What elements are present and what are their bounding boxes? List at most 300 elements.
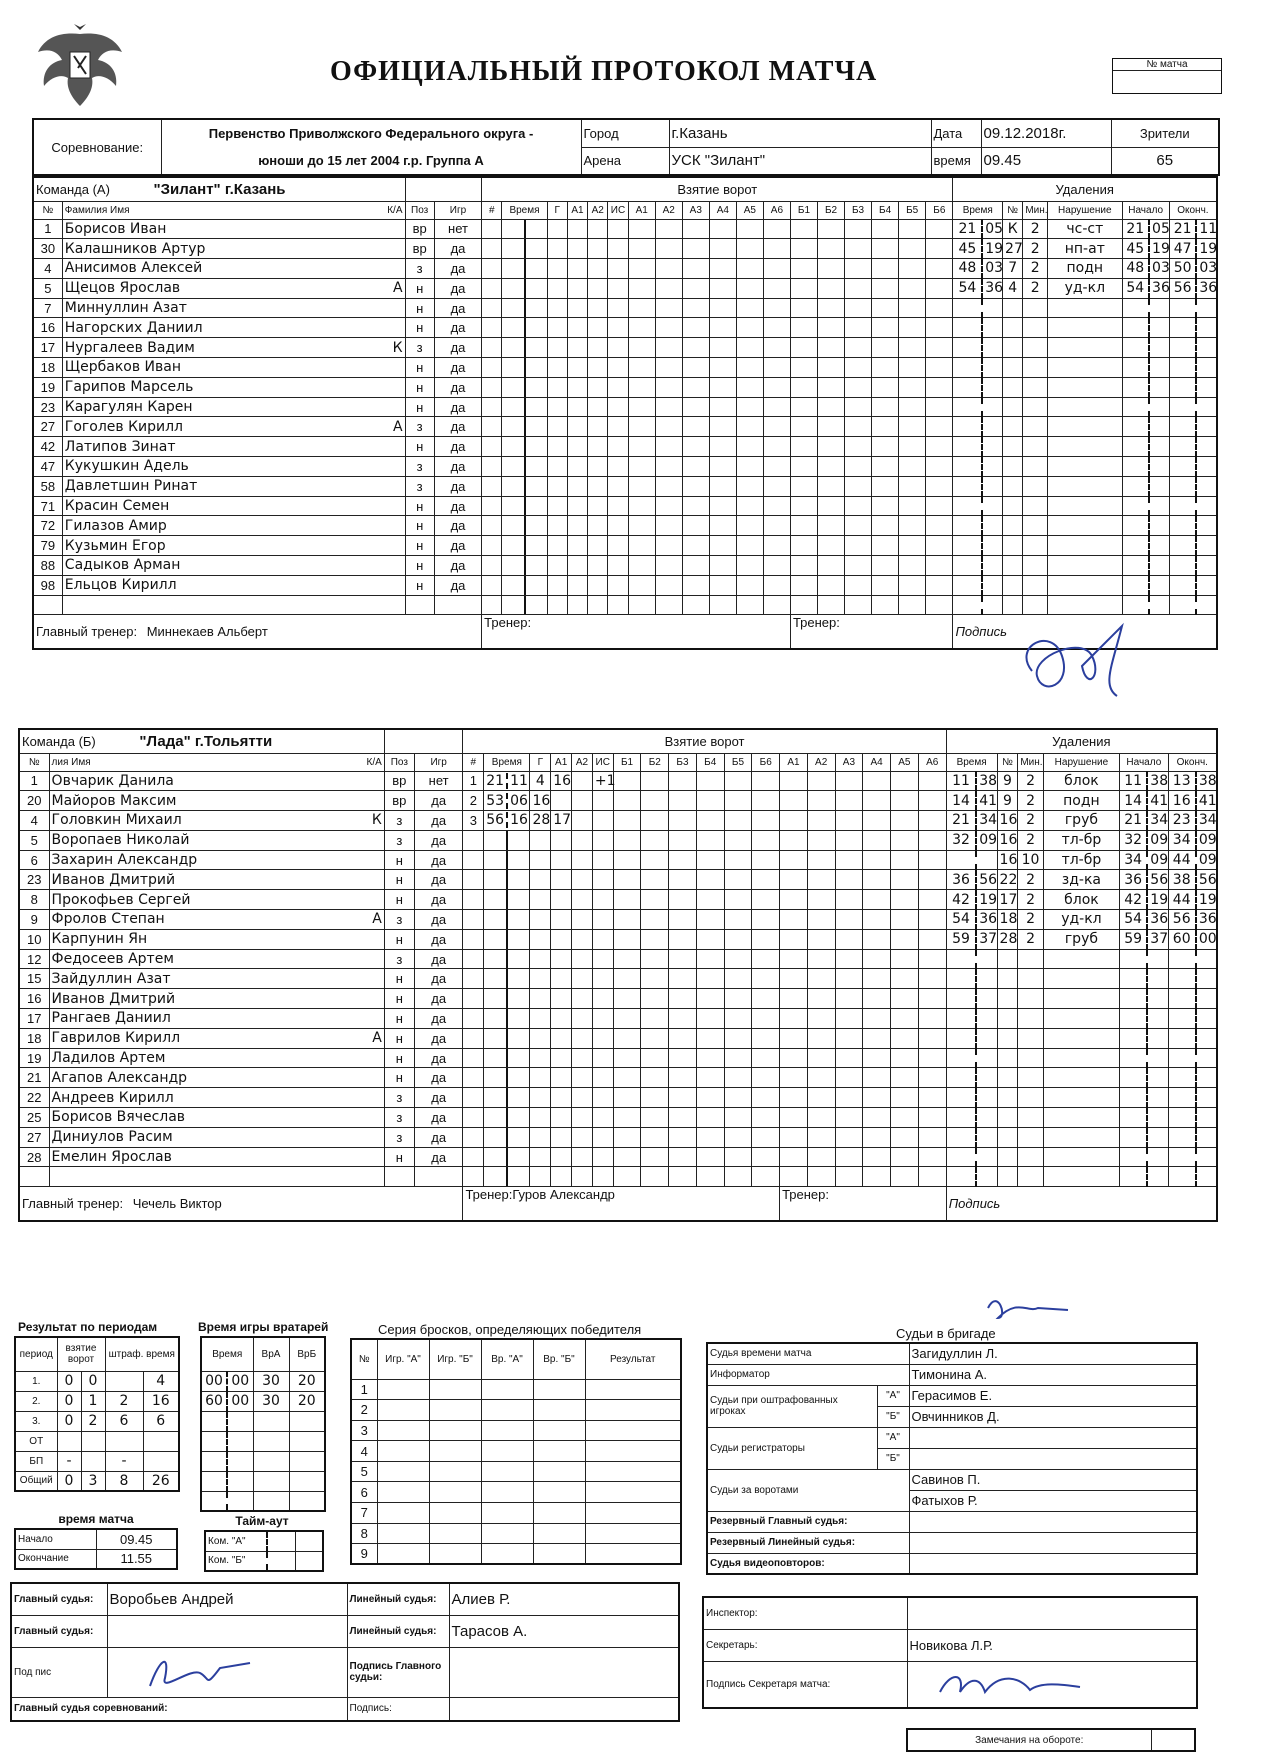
table-row xyxy=(351,1420,681,1441)
head-coach: Главный тренер: Чечель Виктор xyxy=(19,1187,463,1221)
player-played: да xyxy=(434,556,481,576)
player-played: да xyxy=(434,437,481,457)
pen-time-sec: 03 xyxy=(982,259,1002,279)
table-row xyxy=(33,338,1217,358)
col-goalie-time: Время xyxy=(201,1337,253,1371)
player-position: н xyxy=(384,1068,414,1088)
goal-strength xyxy=(592,791,613,811)
pen-minutes: 2 xyxy=(1018,791,1043,811)
pen-start-sec: 09 xyxy=(1147,830,1168,850)
goalie-a: 30 xyxy=(253,1371,289,1391)
table-row xyxy=(19,1068,1217,1088)
remarks-label: Замечания на обороте: xyxy=(907,1729,1151,1751)
table-row xyxy=(19,850,1217,870)
pen-start-sec: 41 xyxy=(1147,791,1168,811)
player-played: да xyxy=(434,278,481,298)
pen-start-sec: 36 xyxy=(1149,278,1169,298)
penalty-side-b: "Б" xyxy=(877,1406,909,1427)
player-position: н xyxy=(405,536,434,556)
pen-start-min: 54 xyxy=(1122,278,1149,298)
pen-end-min: 23 xyxy=(1168,811,1196,831)
table-row xyxy=(19,1028,1217,1048)
player-played: да xyxy=(434,338,481,358)
table-row xyxy=(15,1451,179,1471)
player-played: да xyxy=(414,969,463,989)
pen-end-min: 60 xyxy=(1168,929,1196,949)
player-position: з xyxy=(405,417,434,437)
pen-infraction: тл-бр xyxy=(1043,830,1119,850)
pen-start-sec: 34 xyxy=(1147,811,1168,831)
pen-end-min: 21 xyxy=(1169,219,1196,239)
pen-minutes: 10 xyxy=(1018,850,1043,870)
pen-minutes: 2 xyxy=(1023,259,1048,279)
team-a-section xyxy=(32,176,1218,716)
player-number: 16 xyxy=(33,318,62,338)
col-line-player: Б1 xyxy=(790,201,817,219)
player-played: да xyxy=(414,989,463,1009)
pen-player: 28 xyxy=(997,929,1018,949)
player-position: з xyxy=(384,1108,414,1128)
col-line-player: Б3 xyxy=(845,201,872,219)
player-name: Борисов Вячеслав xyxy=(49,1108,384,1128)
player-number: 47 xyxy=(33,457,62,477)
pen-end-min: 16 xyxy=(1168,791,1196,811)
player-played: да xyxy=(414,1147,463,1167)
shootout-col: Игр. "Б" xyxy=(429,1339,481,1379)
col-line-player: Б5 xyxy=(899,201,926,219)
player-played: да xyxy=(434,536,481,556)
col-a1: А1 xyxy=(567,201,587,219)
pen-end-sec: 36 xyxy=(1196,910,1217,930)
player-position: вр xyxy=(405,219,434,239)
player-position: н xyxy=(405,397,434,417)
pen-end-sec: 11 xyxy=(1196,219,1217,239)
pen-player: 4 xyxy=(1003,278,1023,298)
table-row xyxy=(33,516,1217,536)
pen-end-sec: 38 xyxy=(1196,771,1217,791)
col-pen-no: № xyxy=(997,753,1018,771)
period-pen-b xyxy=(143,1451,179,1471)
video-judge-label: Судья видеоповторов: xyxy=(707,1553,909,1574)
player-number: 17 xyxy=(19,1009,49,1029)
table-row xyxy=(351,1523,681,1544)
player-name: Борисов Иван xyxy=(62,219,405,239)
col-pen-time: Время xyxy=(953,201,1003,219)
player-name: Латипов Зинат xyxy=(62,437,405,457)
pen-minutes: 2 xyxy=(1023,239,1048,259)
pen-infraction: нп-ат xyxy=(1048,239,1122,259)
player-played: да xyxy=(414,890,463,910)
match-start-value: 09.45 xyxy=(96,1529,177,1549)
match-start-label: Начало xyxy=(15,1529,96,1549)
pen-infraction: чс-ст xyxy=(1048,219,1122,239)
arena-label: Арена xyxy=(581,147,669,175)
goalie-a: 30 xyxy=(253,1391,289,1411)
shootout-col: Результат xyxy=(585,1339,681,1379)
col-pen-min: Мин. xyxy=(1023,201,1048,219)
competition-label: Соревнование: xyxy=(33,119,161,175)
team-b-section xyxy=(18,728,1218,1328)
pen-infraction: блок xyxy=(1043,890,1119,910)
goalie-sec: 00 xyxy=(227,1371,253,1391)
player-number: 5 xyxy=(19,830,49,850)
table-row xyxy=(19,1147,1217,1167)
player-number: 27 xyxy=(19,1127,49,1147)
table-row xyxy=(351,1441,681,1462)
table-row xyxy=(351,1379,681,1400)
pen-start-min: 21 xyxy=(1120,811,1148,831)
goalie-sec: 00 xyxy=(227,1391,253,1411)
pen-time-min: 36 xyxy=(946,870,976,890)
pen-time-min: 54 xyxy=(953,278,982,298)
city-label: Город xyxy=(581,119,669,147)
period-pen-a: 6 xyxy=(105,1411,143,1431)
pen-infraction: груб xyxy=(1043,811,1119,831)
player-position: н xyxy=(384,929,414,949)
registrars-label: Судьи регистраторы xyxy=(707,1427,877,1469)
table-row xyxy=(351,1482,681,1503)
player-number: 27 xyxy=(33,417,62,437)
player-played: да xyxy=(414,929,463,949)
player-played: нет xyxy=(414,771,463,791)
team-signature-label: Подпись xyxy=(946,1187,1217,1221)
player-name: Кукушкин Адель xyxy=(62,457,405,477)
period-name: 3. xyxy=(15,1411,57,1431)
pen-end-min: 13 xyxy=(1168,771,1196,791)
player-position: вр xyxy=(405,239,434,259)
timeout-b-label: Ком. "Б" xyxy=(205,1551,267,1571)
col-pen-time: Время xyxy=(946,753,997,771)
table-row xyxy=(351,1544,681,1565)
pen-start-sec: 19 xyxy=(1147,890,1168,910)
date-label: Дата xyxy=(931,119,981,147)
pen-infraction: блок xyxy=(1043,771,1119,791)
col-line-player: А4 xyxy=(709,201,736,219)
goal-number: 2 xyxy=(463,791,484,811)
player-name: Зайдуллин Азат xyxy=(49,969,384,989)
pen-time-min: 48 xyxy=(953,259,982,279)
player-name: Агапов Александр xyxy=(49,1068,384,1088)
goal-assist1: 16 xyxy=(551,771,572,791)
pen-end-min: 38 xyxy=(1168,870,1196,890)
col-period: период xyxy=(15,1337,57,1371)
table-row xyxy=(19,830,1217,850)
competition-line2: юноши до 15 лет 2004 г.р. Группа А xyxy=(161,147,581,175)
table-row xyxy=(19,870,1217,890)
table-row xyxy=(33,298,1217,318)
col-goal: Г xyxy=(530,753,551,771)
city-value: г.Казань xyxy=(669,119,931,147)
col-pen-start: Начало xyxy=(1120,753,1169,771)
player-played: да xyxy=(434,358,481,378)
player-name: Щецов Ярослав А xyxy=(62,278,405,298)
pen-time-sec: 19 xyxy=(976,890,997,910)
pen-infraction: зд-ка xyxy=(1043,870,1119,890)
pen-start-min: 14 xyxy=(1120,791,1148,811)
table-row xyxy=(15,1371,179,1391)
player-number: 23 xyxy=(33,397,62,417)
pen-end-min: 44 xyxy=(1168,850,1196,870)
col-pos: Поз xyxy=(405,201,434,219)
pen-time-min: 45 xyxy=(953,239,982,259)
player-played: да xyxy=(414,1108,463,1128)
timeout-a-label: Ком. "А" xyxy=(205,1531,267,1551)
pen-start-min: 48 xyxy=(1122,259,1149,279)
player-number: 1 xyxy=(33,219,62,239)
table-row xyxy=(15,1391,179,1411)
player-name: Ельцов Кирилл xyxy=(62,575,405,595)
sign-main-label: Подпись Главного судьи: xyxy=(347,1647,449,1697)
table-row xyxy=(33,457,1217,477)
pen-start-min: 59 xyxy=(1120,929,1148,949)
table-row xyxy=(33,595,1217,615)
pen-end-min: 56 xyxy=(1169,278,1196,298)
table-row xyxy=(19,811,1217,831)
penalties-title: Удаления xyxy=(953,177,1217,201)
player-played: да xyxy=(414,850,463,870)
pen-start-sec: 38 xyxy=(1147,771,1168,791)
player-number: 71 xyxy=(33,496,62,516)
player-number: 1 xyxy=(19,771,49,791)
period-pen-a: 8 xyxy=(105,1471,143,1491)
col-goal: Г xyxy=(547,201,567,219)
period-pen-a xyxy=(105,1371,143,1391)
col-line-player: Б4 xyxy=(872,201,899,219)
period-pen-b: 16 xyxy=(143,1391,179,1411)
pen-time-min: 54 xyxy=(946,910,976,930)
player-name: Гилазов Амир xyxy=(62,516,405,536)
col-name: лия Имя К/А xyxy=(49,753,384,771)
player-played: да xyxy=(434,417,481,437)
col-line-player: А5 xyxy=(736,201,763,219)
player-position: з xyxy=(384,910,414,930)
informer-label: Информатор xyxy=(707,1364,909,1385)
secretary-label: Секретарь: xyxy=(703,1629,907,1661)
player-position: з xyxy=(384,1088,414,1108)
col-pen-no: № xyxy=(1003,201,1023,219)
table-row xyxy=(19,1088,1217,1108)
pen-end-min: 44 xyxy=(1168,890,1196,910)
pen-end-sec: 41 xyxy=(1196,791,1217,811)
player-played: да xyxy=(434,457,481,477)
player-played: да xyxy=(414,910,463,930)
pen-start-min: 45 xyxy=(1122,239,1149,259)
penalty-side-a: "А" xyxy=(877,1385,909,1406)
goal-number: 1 xyxy=(463,771,484,791)
table-row xyxy=(33,397,1217,417)
player-played: да xyxy=(414,949,463,969)
goal-assist2 xyxy=(572,811,593,831)
player-number: 98 xyxy=(33,575,62,595)
player-position: н xyxy=(384,969,414,989)
col-no: № xyxy=(19,753,49,771)
goal-scorer: 16 xyxy=(530,791,551,811)
goals-title: Взятие ворот xyxy=(482,177,953,201)
timekeeper-label: Судья времени матча xyxy=(707,1343,909,1364)
goalie-min: 00 xyxy=(201,1371,227,1391)
pen-end-sec: 19 xyxy=(1196,239,1217,259)
shootout-row-no: 5 xyxy=(351,1461,377,1482)
col-pen-infr: Нарушение xyxy=(1048,201,1122,219)
col-goal-time: Время xyxy=(502,201,547,219)
col-goal-no: # xyxy=(463,753,484,771)
shootout-col: Вр. "Б" xyxy=(533,1339,585,1379)
period-goals-a: 0 xyxy=(57,1391,81,1411)
player-name: Иванов Дмитрий xyxy=(49,989,384,1009)
player-name: Давлетшин Ринат xyxy=(62,476,405,496)
pen-minutes: 2 xyxy=(1018,771,1043,791)
period-name: БП xyxy=(15,1451,57,1471)
player-number: 19 xyxy=(19,1048,49,1068)
player-name: Рангаев Даниил xyxy=(49,1009,384,1029)
pen-start-min: 32 xyxy=(1120,830,1148,850)
pen-end-min: 56 xyxy=(1168,910,1196,930)
pen-minutes: 2 xyxy=(1023,278,1048,298)
col-name: Фамилия Имя К/А xyxy=(62,201,405,219)
player-position: н xyxy=(405,496,434,516)
coach-1: Тренер:Гуров Александр xyxy=(463,1187,780,1221)
table-row xyxy=(33,417,1217,437)
player-name: Федосеев Артем xyxy=(49,949,384,969)
player-played: да xyxy=(434,259,481,279)
goal-assist1: 17 xyxy=(551,811,572,831)
pen-time-sec: 19 xyxy=(982,239,1002,259)
goal-scorer: 28 xyxy=(530,811,551,831)
line-ref-label-2: Линейный судья: xyxy=(347,1615,449,1647)
pen-player: 27 xyxy=(1003,239,1023,259)
col-pen-min: Мин. xyxy=(1018,753,1043,771)
player-name: Калашников Артур xyxy=(62,239,405,259)
goal-time: 53 06 xyxy=(484,791,530,811)
col-line-player: А3 xyxy=(682,201,709,219)
pen-end-sec: 09 xyxy=(1196,850,1217,870)
pen-start-min: 34 xyxy=(1120,850,1148,870)
registrar-side-b: "Б" xyxy=(877,1448,909,1469)
player-number: 21 xyxy=(19,1068,49,1088)
main-ref-signature xyxy=(107,1647,347,1697)
col-goal-no: # xyxy=(482,201,502,219)
match-end-value: 11.55 xyxy=(96,1549,177,1569)
table-row xyxy=(351,1400,681,1421)
player-name: Нургалеев Вадим К xyxy=(62,338,405,358)
table-row xyxy=(351,1461,681,1482)
coach-2: Тренер: xyxy=(780,1187,947,1221)
player-position: н xyxy=(384,1147,414,1167)
table-row xyxy=(33,476,1217,496)
col-a2: А2 xyxy=(572,753,593,771)
pen-start-sec: 09 xyxy=(1147,850,1168,870)
col-no: № xyxy=(33,201,62,219)
match-time-title: время матча xyxy=(58,1512,134,1526)
pen-end-sec: 36 xyxy=(1196,278,1217,298)
player-played: да xyxy=(434,516,481,536)
pen-end-sec: 03 xyxy=(1196,259,1217,279)
col-line-player: А1 xyxy=(780,753,808,771)
team-b-table xyxy=(18,728,1218,1222)
col-line-player: Б6 xyxy=(752,753,780,771)
player-name: Гаврилов Кирилл А xyxy=(49,1028,384,1048)
competition-line1: Первенство Приволжского Федерального округа - xyxy=(161,119,581,147)
player-played: да xyxy=(414,870,463,890)
pen-minutes: 2 xyxy=(1018,830,1043,850)
col-line-player: Б2 xyxy=(641,753,669,771)
shootout-table xyxy=(350,1338,682,1565)
period-name: Общий xyxy=(15,1471,57,1491)
time-label: время xyxy=(931,147,981,175)
col-a1: А1 xyxy=(551,753,572,771)
pen-player: 17 xyxy=(997,890,1018,910)
pen-infraction: подн xyxy=(1048,259,1122,279)
player-position: вр xyxy=(384,791,414,811)
period-goals-b: 2 xyxy=(81,1411,105,1431)
player-number: 20 xyxy=(19,791,49,811)
col-is: ИС xyxy=(592,753,613,771)
team-label: Команда (Б) "Лада" г.Тольятти xyxy=(19,729,384,753)
pen-time-min: 32 xyxy=(946,830,976,850)
period-name: 2. xyxy=(15,1391,57,1411)
player-number: 30 xyxy=(33,239,62,259)
inspector-label: Инспектор: xyxy=(703,1597,907,1629)
secretary-value: Новикова Л.Р. xyxy=(907,1629,1197,1661)
match-number-box[interactable] xyxy=(1112,58,1222,94)
player-position: н xyxy=(405,516,434,536)
player-position: н xyxy=(405,377,434,397)
date-value: 09.12.2018г. xyxy=(981,119,1111,147)
player-number: 6 xyxy=(19,850,49,870)
pen-start-min: 36 xyxy=(1120,870,1148,890)
goals-title: Взятие ворот xyxy=(463,729,946,753)
table-row xyxy=(33,556,1217,576)
reserve-line-label: Резервный Линейный судья: xyxy=(707,1532,909,1553)
col-line-player: А4 xyxy=(863,753,891,771)
secretary-table xyxy=(702,1596,1198,1709)
shootout-row-no: 1 xyxy=(351,1379,377,1400)
timekeeper-value: Загидуллин Л. xyxy=(909,1343,1197,1364)
officials-table xyxy=(706,1342,1198,1575)
player-number: 58 xyxy=(33,476,62,496)
col-pen-infr: Нарушение xyxy=(1043,753,1119,771)
line-ref-1: Алиев Р. xyxy=(449,1583,679,1615)
col-a2: А2 xyxy=(588,201,608,219)
player-played: да xyxy=(414,791,463,811)
pen-time-sec: 36 xyxy=(982,278,1002,298)
sign-label: Под пис xyxy=(11,1647,107,1697)
pen-player: 18 xyxy=(997,910,1018,930)
player-position: з xyxy=(405,259,434,279)
pen-minutes: 2 xyxy=(1023,219,1048,239)
player-played: да xyxy=(414,1028,463,1048)
goalie-min: 60 xyxy=(201,1391,227,1411)
pen-start-sec: 03 xyxy=(1149,259,1169,279)
player-played: да xyxy=(434,239,481,259)
match-number-label: № матча xyxy=(1113,59,1221,71)
player-number: 8 xyxy=(19,890,49,910)
shootout-row-no: 7 xyxy=(351,1503,377,1524)
player-name: Гоголев Кирилл А xyxy=(62,417,405,437)
pen-end-sec: 09 xyxy=(1196,830,1217,850)
table-row xyxy=(15,1431,179,1451)
table-row xyxy=(19,969,1217,989)
col-pen-start: Начало xyxy=(1122,201,1169,219)
player-name: Диниулов Расим xyxy=(49,1127,384,1147)
pen-start-sec: 05 xyxy=(1149,219,1169,239)
pen-player: К xyxy=(1003,219,1023,239)
player-position: н xyxy=(384,1009,414,1029)
team-signature-label: Подпись xyxy=(953,615,1217,649)
pen-player: 16 xyxy=(997,850,1018,870)
table-row xyxy=(201,1371,325,1391)
remarks-box xyxy=(906,1728,1196,1752)
